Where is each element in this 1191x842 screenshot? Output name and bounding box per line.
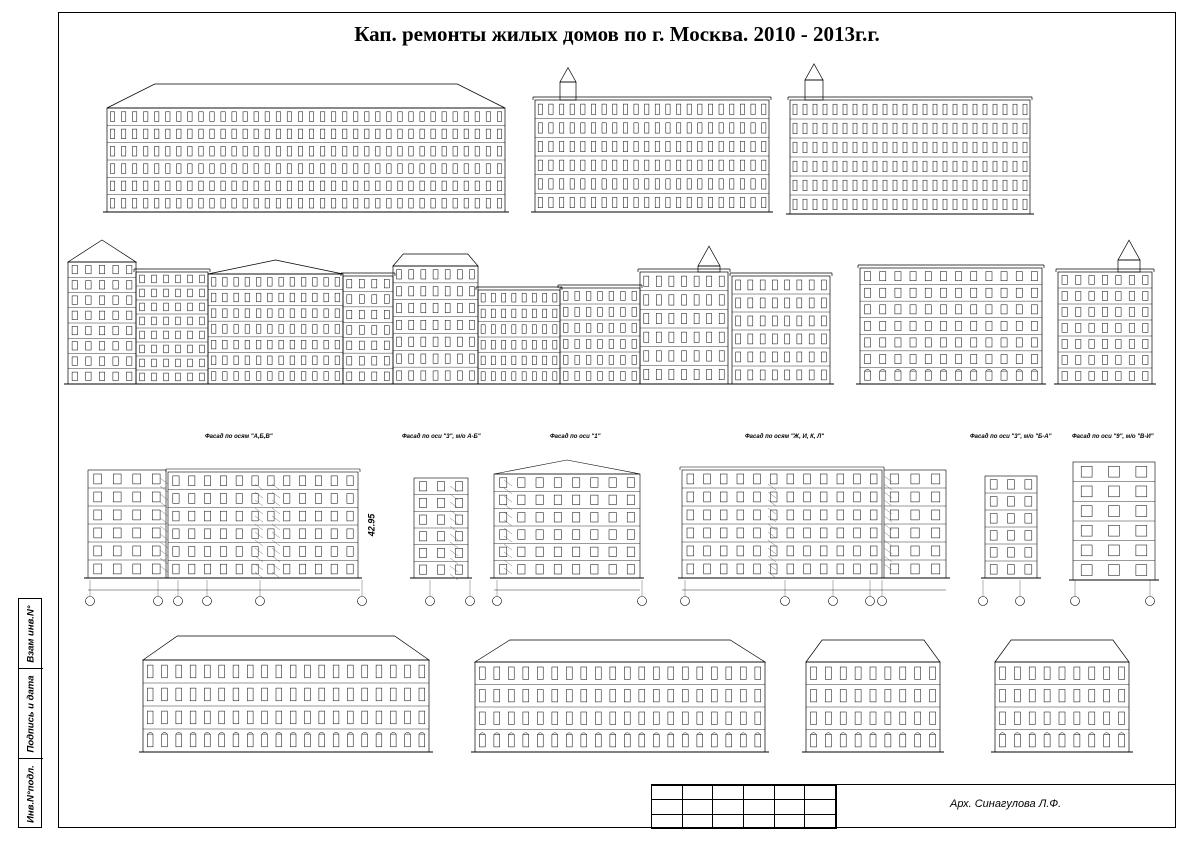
facade-row-1 [103,64,1034,214]
side-cell-signature-date: Подпись и дата [19,669,43,759]
facade-label-abv: Фасад по осям "А,Б,В" [205,434,273,440]
facade-label-1: Фасад по оси "1" [550,434,601,440]
sheet-title: Кап. ремонты жилых домов по г. Москва. 2010 - 2013г.г. [354,22,880,46]
title-block-divider [836,785,837,829]
facade-row-3 [84,460,1159,606]
side-approval-strip [18,598,42,828]
facade-row-4 [139,636,1133,752]
title-block-grid [651,785,836,829]
title-block [651,784,1176,829]
facade-label-3-ab: Фасад по оси "3", м/о А-Б" [402,434,481,440]
facade-label-3-ba: Фасад по оси "3", м/о "Б-А" [970,434,1052,440]
author-name: Арх. Синагулова Л.Ф. [950,798,1062,810]
facade-label-9-vi: Фасад по оси "9", м/о "В-И" [1072,434,1154,440]
side-cell-inv-original: Инв.N°подл. [25,765,37,823]
side-cell-replace-inv: Взам инв.N° [19,599,43,669]
facade-row-2 [64,240,1156,384]
dimension-label: 42.95 [366,513,377,537]
facade-label-zhikl: Фасад по осям "Ж, И, К, Л" [745,434,825,440]
